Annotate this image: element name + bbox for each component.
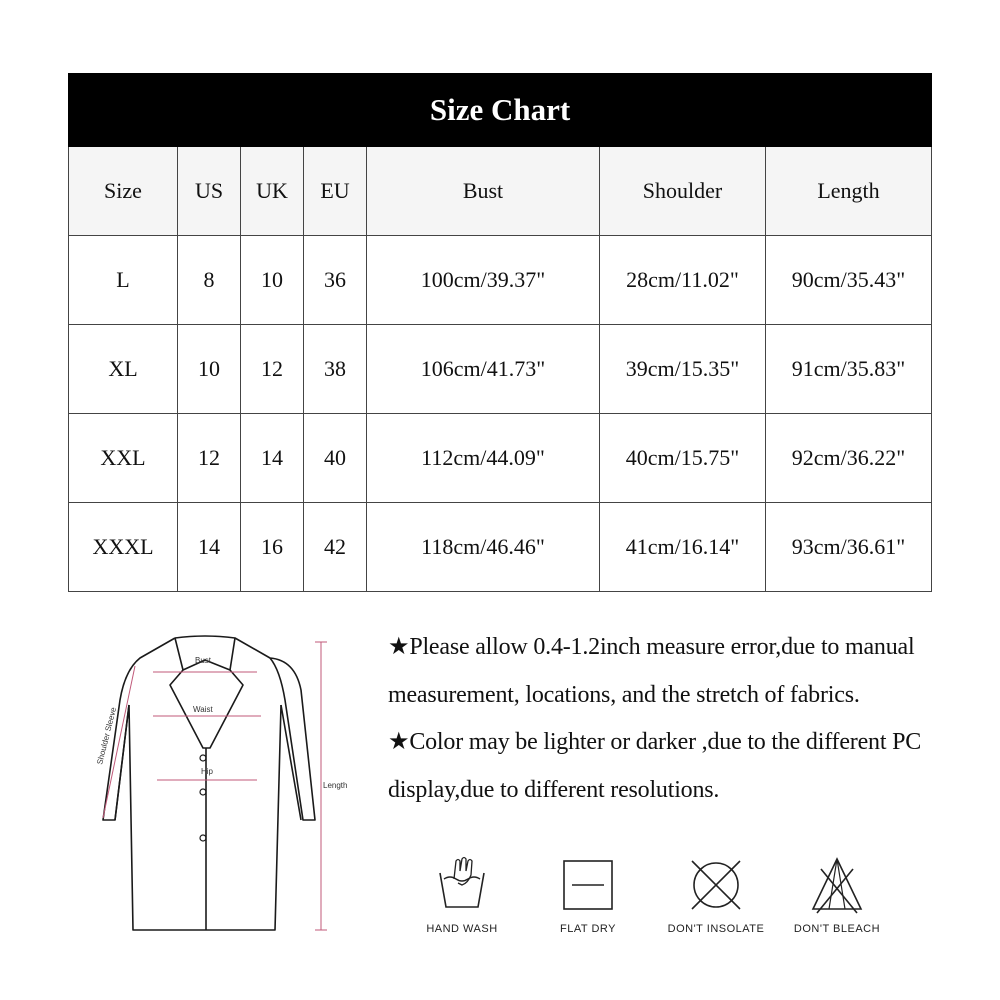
table-cell: 91cm/35.83" (766, 325, 932, 414)
dont-insolate-icon (686, 855, 746, 915)
table-cell: L (69, 236, 178, 325)
table-row (69, 414, 932, 503)
flat-dry-label: FLAT DRY (560, 923, 616, 935)
table-cell: 118cm/46.46" (367, 503, 600, 592)
coat-measurement-illustration (75, 630, 365, 950)
table-cell: 10 (178, 325, 241, 414)
table-cell: 12 (178, 414, 241, 503)
table-row (69, 325, 932, 414)
table-cell: 39cm/15.35" (600, 325, 766, 414)
table-cell: 106cm/41.73" (367, 325, 600, 414)
care-hand-wash (392, 855, 532, 935)
hand-wash-label: HAND WASH (426, 923, 498, 935)
header-row (69, 147, 932, 236)
bust-label: Bust (195, 656, 212, 665)
table-cell: 38 (304, 325, 367, 414)
table-cell: 36 (304, 236, 367, 325)
table-cell: 8 (178, 236, 241, 325)
table-cell: 41cm/16.14" (600, 503, 766, 592)
table-cell: XL (69, 325, 178, 414)
table-cell: XXL (69, 414, 178, 503)
table-cell: 42 (304, 503, 367, 592)
table-row (69, 503, 932, 592)
column-header: US (178, 147, 241, 236)
waist-label: Waist (193, 705, 213, 714)
notes-section (388, 624, 948, 814)
column-header: Bust (367, 147, 600, 236)
table-cell: 92cm/36.22" (766, 414, 932, 503)
care-dont-insolate (646, 855, 786, 935)
table-row (69, 236, 932, 325)
table-cell: 93cm/36.61" (766, 503, 932, 592)
column-header: Length (766, 147, 932, 236)
table-cell: 16 (241, 503, 304, 592)
hand-wash-icon (432, 855, 492, 915)
flat-dry-icon (558, 855, 618, 915)
dont-bleach-icon (807, 855, 867, 915)
table-cell: 28cm/11.02" (600, 236, 766, 325)
table-cell: 90cm/35.43" (766, 236, 932, 325)
table-cell: 12 (241, 325, 304, 414)
column-header: EU (304, 147, 367, 236)
size-chart-title: Size Chart (69, 74, 932, 147)
shoulder-sleeve-label: Shoulder Sleeve (95, 706, 119, 766)
table-cell: 10 (241, 236, 304, 325)
table-cell: 14 (241, 414, 304, 503)
table-cell: 40 (304, 414, 367, 503)
note-measure-error: ★Please allow 0.4-1.2inch measure error,due to manual measurement, locations, and the stretch of fabrics. (388, 634, 915, 708)
table-cell: 14 (178, 503, 241, 592)
column-header: Size (69, 147, 178, 236)
size-chart-table (68, 73, 932, 592)
length-label: Length (323, 781, 348, 790)
dont-bleach-label: DON'T BLEACH (793, 923, 881, 935)
table-cell: XXXL (69, 503, 178, 592)
note-color-variance: ★Color may be lighter or darker ,due to the different PC display,due to different resolutions. (388, 729, 922, 803)
care-dont-bleach (767, 855, 907, 935)
table-cell: 100cm/39.37" (367, 236, 600, 325)
dont-insolate-label: DON'T INSOLATE (667, 923, 765, 935)
column-header: Shoulder (600, 147, 766, 236)
hip-label: Hip (201, 767, 214, 776)
table-cell: 112cm/44.09" (367, 414, 600, 503)
care-flat-dry (518, 855, 658, 935)
column-header: UK (241, 147, 304, 236)
table-cell: 40cm/15.75" (600, 414, 766, 503)
